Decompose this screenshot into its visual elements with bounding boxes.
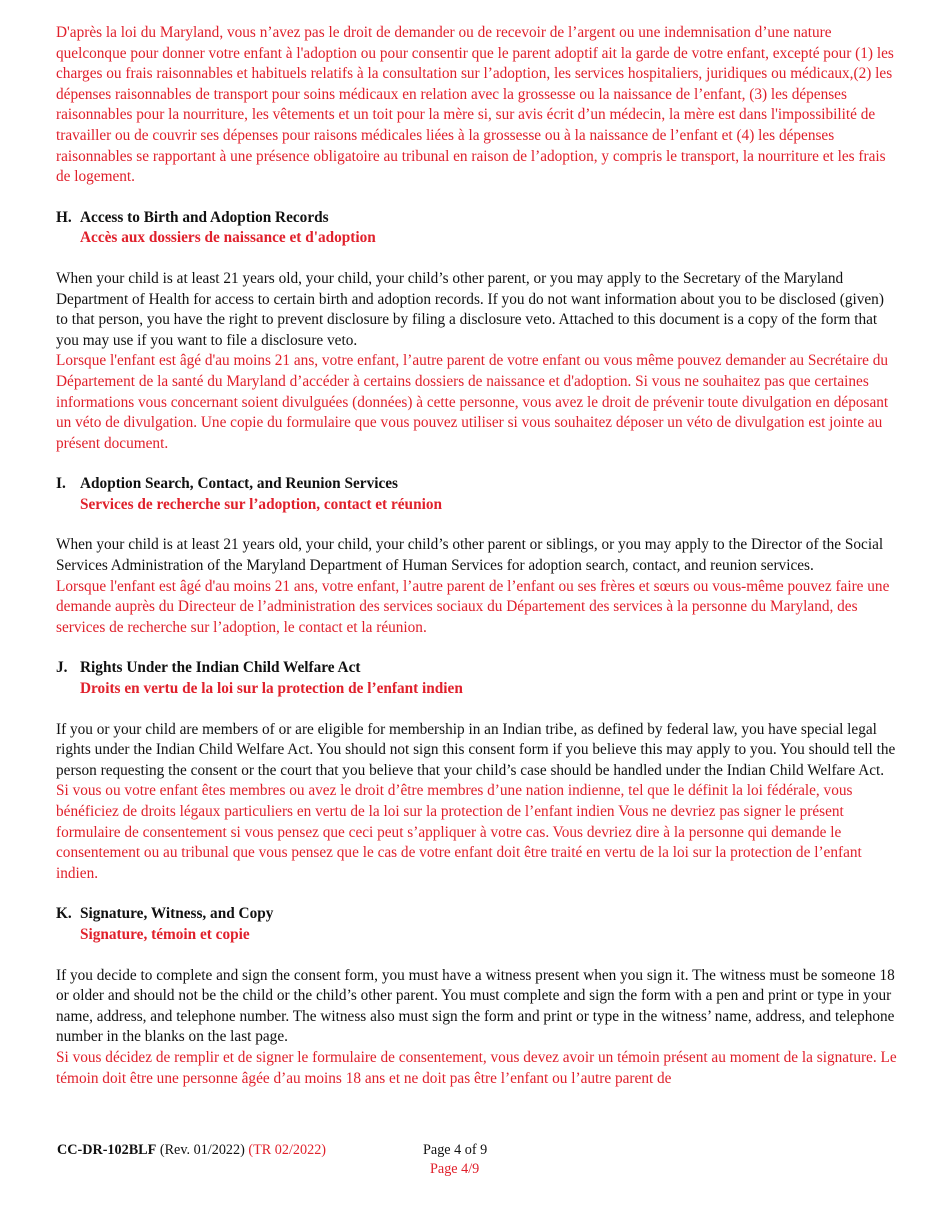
form-code: CC-DR-102BLF: [57, 1142, 157, 1158]
page-number-fr: Page 4/9: [430, 1161, 480, 1177]
section-letter: K.: [56, 905, 72, 923]
document-page: [56, 23, 898, 1089]
section-body-fr: Lorsque l'enfant est âgé d'au moins 21 ans, votre enfant, l’autre parent de votre enfant ou vous même pouvez demander au Secrétaire du Département de la santé du Maryland d’accéder à certains dossiers de naissance et d'adoption. Si vous ne souhaitez pas que certaines informations vous concernant soient divulguées (données) à cette personne, vous avez le droit de prévenir toute divulgation en déposant un véto de divulgation. Une copie du formulaire que vous pouvez utiliser si vous souhaitez déposer un véto de divulgation est jointe au présent document.: [56, 352, 889, 452]
section-heading: [56, 904, 898, 945]
section-title-fr: Accès aux dossiers de naissance et d'adoption: [80, 229, 376, 247]
section-i: [56, 474, 898, 638]
section-body-en: When your child is at least 21 years old, your child, your child’s other parent, or you may apply to the Secretary of the Maryland Department of Health for access to certain birth and adoption records. If you do not want information about you to be disclosed (given) to that person, you have the right to prevent disclosure by filing a disclosure veto. Attached to this document is a copy of the form that you may use if you want to file a disclosure veto.: [56, 269, 884, 349]
section-letter: H.: [56, 208, 72, 226]
section-k: [56, 904, 898, 1089]
section-title-en: Rights Under the Indian Child Welfare Act: [80, 659, 361, 677]
section-body-en: If you decide to complete and sign the consent form, you must have a witness present when you sign it. The witness must be someone 18 or older and should not be the child or the child’s other parent. You must complete and sign the form with a pen and print or type in your name, address, and telephone number. The witness also must sign the form and print or type in the witness’ name, address, and telephone number in the blanks on the last page.: [56, 966, 895, 1046]
section-body-fr: Lorsque l'enfant est âgé d'au moins 21 ans, votre enfant, l’autre parent de l’enfant ou ses frères et sœurs ou vous-même pouvez faire une demande auprès du Directeur de l’administration des services sociaux du Département des services à la personne du Maryland, des services de recherche sur l’adoption, le contact et la réunion.: [56, 577, 890, 636]
section-title-fr: Signature, témoin et copie: [80, 925, 250, 943]
section-heading: [56, 208, 898, 249]
translation-revision: (TR 02/2022): [248, 1142, 327, 1158]
section-heading: [56, 474, 898, 515]
intro-paragraph-fr: D'après la loi du Maryland, vous n’avez pas le droit de demander ou de recevoir de l’argent ou une indemnisation d’une nature quelconque pour donner votre enfant à l'adoption ou pour consentir que le parent adoptif ait la garde de votre enfant, excepté pour (1) les charges ou frais raisonnables et habituels relatifs à la consultation sur l’adoption, les services hospitaliers, juridiques ou médicaux,(2) les dépenses raisonnables de transport pour soins médicaux en relation avec la grossesse ou la naissance de l’enfant, (3) les dépenses raisonnables pour la nourriture, les vêtements et un toit pour la mère si, sur avis écrit d’un médecin, la mère est dans l'impossibilité de travailler ou de couvrir ses dépenses pour raisons médicales liées à la grossesse ou à la naissance de l’enfant et (4) les dépenses raisonnables se rapportant à une présence obligatoire au tribunal en raison de l’adoption, y compris le transport, la nourriture et les frais de logement.: [56, 24, 894, 186]
section-j: [56, 658, 898, 884]
section-letter: I.: [56, 475, 66, 493]
section-body-fr: Si vous ou votre enfant êtes membres ou avez le droit d’être membres d’une nation indienne, tel que le définit la loi fédérale, vous bénéficiez de droits légaux particuliers en vertu de la loi sur la protection de l’enfant indien Vous ne devriez pas signer le présent formulaire de consentement si vous pensez que ceci peut s’appliquer à votre cas. Vous devriez dire à la personne qui demande le consentement ou au tribunal que vous pensez que le cas de votre enfant doit être traité en vertu de la loi sur la protection de l’enfant indien.: [56, 782, 862, 882]
section-h: [56, 208, 898, 455]
section-title-fr: Droits en vertu de la loi sur la protection de l’enfant indien: [80, 680, 463, 698]
page-footer: [57, 1141, 617, 1177]
form-revision: (Rev. 01/2022): [159, 1142, 245, 1158]
section-body-fr: Si vous décidez de remplir et de signer le formulaire de consentement, vous devez avoir un témoin présent au moment de la signature. Le témoin doit être une personne âgée d’au moins 18 ans et ne doit pas être l’enfant ou l’autre parent de: [56, 1048, 897, 1087]
section-letter: J.: [56, 659, 68, 677]
section-title-en: Signature, Witness, and Copy: [80, 905, 274, 923]
section-body-en: When your child is at least 21 years old, your child, your child’s other parent or siblings, or you may apply to the Director of the Social Services Administration of the Maryland Department of Human Services for adoption search, contact, and reunion services.: [56, 536, 884, 575]
section-title-en: Access to Birth and Adoption Records: [80, 208, 329, 226]
section-title-en: Adoption Search, Contact, and Reunion Services: [80, 475, 399, 493]
section-body-en: If you or your child are members of or are eligible for membership in an Indian tribe, as defined by federal law, you have special legal rights under the Indian Child Welfare Act. You should not sign this consent form if you believe this may apply to you. You should tell the person requesting the consent or the court that you believe that your child’s case should be handled under the Indian Child Welfare Act.: [56, 720, 896, 779]
section-heading: [56, 658, 898, 699]
section-title-fr: Services de recherche sur l’adoption, contact et réunion: [80, 495, 442, 513]
page-number-en: Page 4 of 9: [423, 1142, 488, 1158]
